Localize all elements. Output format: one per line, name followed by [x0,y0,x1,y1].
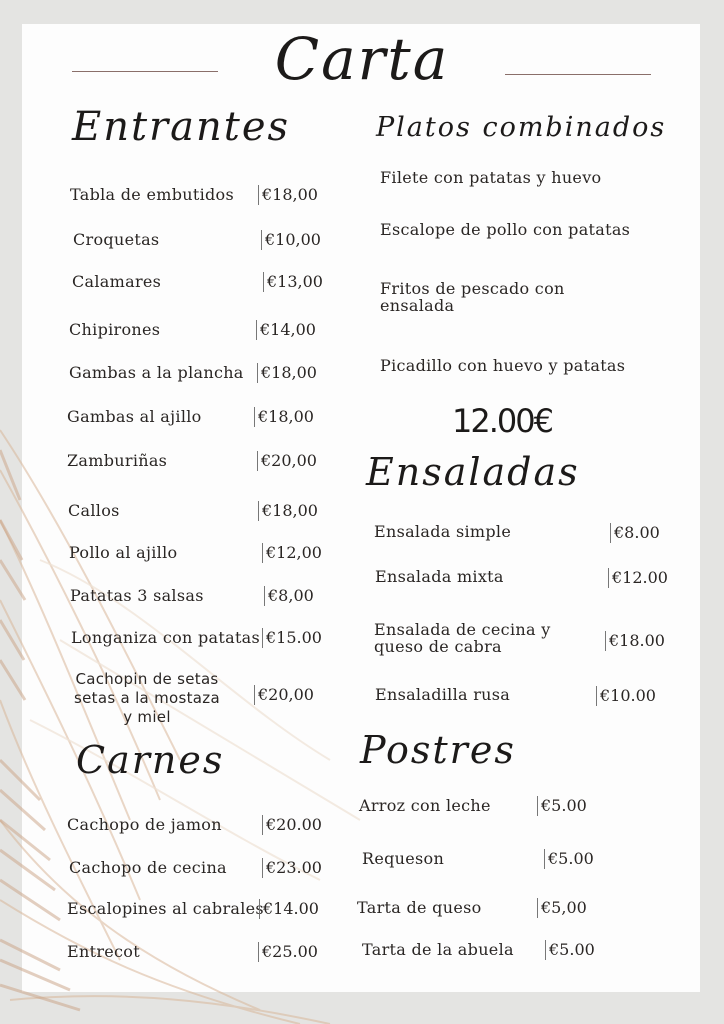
menu-title: Carta [274,25,450,93]
entrantes-item-price: €20,00 [254,685,314,705]
platos-item-name: Filete con patatas y huevo [380,168,602,187]
entrantes-item-price: €18,00 [258,185,318,205]
carnes-item-price: €14.00 [259,899,319,919]
postres-item-price: €5,00 [537,898,587,918]
ensaladas-item-price: €18.00 [605,631,665,651]
platos-item-name: Escalope de pollo con patatas [380,220,631,239]
ensaladas-heading: Ensaladas [366,450,580,494]
title-rule-right [505,74,651,75]
platos-item-name: Picadillo con huevo y patatas [380,356,626,375]
postres-item-name: Arroz con leche [359,796,491,815]
platos-heading: Platos combinados [376,112,667,143]
carnes-item-name: Entrecot [67,942,140,961]
carnes-item-name: Escalopines al cabrales [67,899,264,918]
entrantes-item-price: €13,00 [263,272,323,292]
entrantes-item-price: €18,00 [258,501,318,521]
platos-item-name: Fritos de pescado con ensalada [380,279,565,315]
ensaladas-item-price: €8.00 [610,523,660,543]
entrantes-item-price: €18,00 [254,407,314,427]
entrantes-item-name: Croquetas [73,230,160,249]
entrantes-item-price: €8,00 [264,586,314,606]
entrantes-item-price: €12,00 [262,543,322,563]
entrantes-item-name: Tabla de embutidos [70,185,234,204]
entrantes-item-price: €14,00 [256,320,316,340]
postres-item-price: €5.00 [545,940,595,960]
entrantes-item-name: Calamares [72,272,162,291]
ensaladas-item-name: Ensalada simple [374,522,512,541]
entrantes-item-price: €20,00 [257,451,317,471]
entrantes-item-name: Gambas al ajillo [67,407,202,426]
entrantes-item-name: Callos [68,501,120,520]
ensaladas-item-price: €10.00 [596,686,656,706]
postres-item-name: Requeson [362,849,445,868]
entrantes-item-name: Gambas a la plancha [69,363,244,382]
entrantes-item-name: Patatas 3 salsas [70,586,204,605]
ensaladas-item-name: Ensaladilla rusa [375,685,511,704]
ensaladas-item-price: €12.00 [608,568,668,588]
ensaladas-item-name: Ensalada mixta [375,567,504,586]
carnes-item-price: €23.00 [262,858,322,878]
title-rule-left [72,71,218,72]
carnes-item-price: €25.00 [258,942,318,962]
postres-item-price: €5.00 [544,849,594,869]
platos-price: 12.00€ [452,402,552,440]
entrantes-item-price: €18,00 [257,363,317,383]
postres-heading: Postres [360,728,516,772]
postres-item-name: Tarta de la abuela [362,940,514,959]
postres-item-name: Tarta de queso [357,898,482,917]
entrantes-item-name: Longaniza con patatas [71,628,261,647]
postres-item-price: €5.00 [537,796,587,816]
entrantes-item-name: Cachopin de setas setas a la mostaza y miel [74,670,220,726]
carnes-item-price: €20.00 [262,815,322,835]
ensaladas-item-name: Ensalada de cecina y queso de cabra [374,620,551,656]
carnes-item-name: Cachopo de jamon [67,815,222,834]
entrantes-item-name: Pollo al ajillo [69,543,178,562]
entrantes-item-name: Zamburiñas [67,451,168,470]
entrantes-heading: Entrantes [72,104,291,150]
carnes-heading: Carnes [76,738,225,782]
carnes-item-name: Cachopo de cecina [69,858,227,877]
entrantes-item-price: €15.00 [262,628,322,648]
entrantes-item-name: Chipirones [69,320,161,339]
entrantes-item-price: €10,00 [261,230,321,250]
